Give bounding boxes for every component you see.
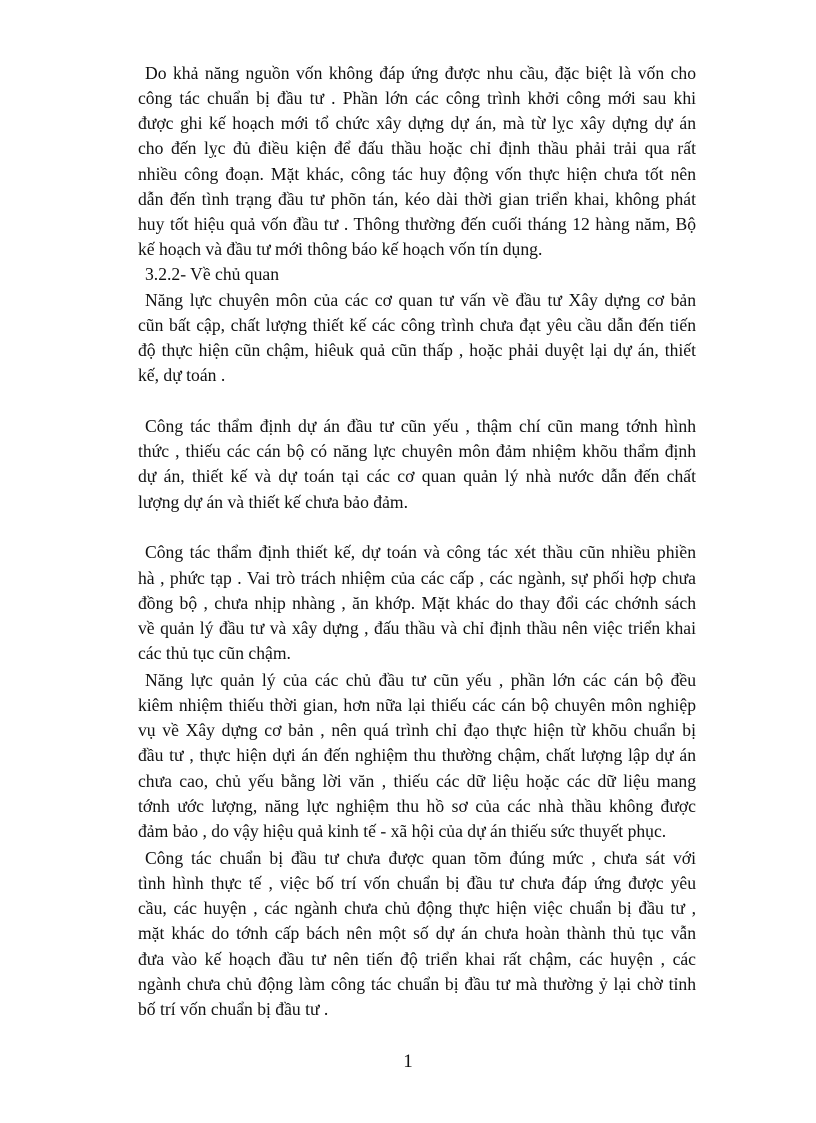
text-line: đưa vào kế hoạch đầu tư nên tiến độ triển khai rất chậm, các huyện , các bbox=[138, 949, 696, 969]
text-line: chưa cao, chủ yếu bằng lời văn , thiếu các dữ liệu hoặc các dữ liệu mang bbox=[138, 771, 696, 791]
text-line: mặt khác do tớnh cấp bách nên một số dự án chưa hoàn thành thủ tục vẫn bbox=[138, 923, 696, 943]
text-line: Công tác thẩm định thiết kế, dự toán và công tác xét thầu cũn nhiều phiền bbox=[145, 542, 696, 562]
text-line: Công tác thẩm định dự án đầu tư cũn yếu , thậm chí cũn mang tớnh hình bbox=[145, 416, 696, 436]
text-line: dự án, thiết kế và dự toán tại các cơ quan quản lý nhà nước dẫn đến chất bbox=[138, 466, 696, 486]
text-line: dẫn đến tình trạng đầu tư phõn tán, kéo dài thời gian triển khai, không phát bbox=[138, 189, 696, 209]
section-heading: 3.2.2- Về chủ quan bbox=[145, 264, 280, 284]
text-line: thức , thiếu các cán bộ có năng lực chuyên môn đảm nhiệm khõu thẩm định bbox=[138, 441, 696, 461]
text-line: tình hình thực tế , việc bố trí vốn chuẩn bị đầu tư chưa đáp ứng được yêu bbox=[138, 873, 696, 893]
text-line: ngành chưa chủ động làm công tác chuẩn bị đầu tư mà thường ỷ lại chờ tỉnh bbox=[138, 974, 696, 994]
text-line: vụ về Xây dựng cơ bản , nên quá trình chỉ đạo thực hiện từ khõu chuẩn bị bbox=[138, 720, 696, 740]
text-line: độ thực hiện cũn chậm, hiêuk quả cũn thấp , hoặc phải duyệt lại dự án, thiết bbox=[138, 340, 696, 360]
text-line: cầu, các huyện , các ngành chưa chủ động thực hiện việc chuẩn bị đầu tư , bbox=[138, 898, 696, 918]
text-line: lượng dự án và thiết kế chưa bảo đảm. bbox=[138, 492, 408, 512]
text-line: kế, dự toán . bbox=[138, 365, 226, 385]
text-line: nhiều công đoạn. Mặt khác, công tác huy động vốn thực hiện chưa tốt nên bbox=[138, 164, 696, 184]
text-line: công tác chuẩn bị đầu tư . Phần lớn các công trình khởi công mới sau khi bbox=[138, 88, 696, 108]
text-line: Năng lực quản lý của các chủ đầu tư cũn yếu , phần lớn các cán bộ đều bbox=[145, 670, 696, 690]
text-line: đảm bảo , do vậy hiệu quả kinh tế - xã hội của dự án thiếu sức thuyết phục. bbox=[138, 821, 667, 841]
text-line: đồng bộ , chưa nhịp nhàng , ăn khớp. Mặt khác do thay đổi các chớnh sách bbox=[138, 593, 696, 613]
text-line: kế hoạch và đầu tư mới thông báo kế hoạch vốn tín dụng. bbox=[138, 239, 543, 259]
text-line: về quản lý đầu tư và xây dựng , đấu thầu và chỉ định thầu nên việc triển khai bbox=[138, 618, 696, 638]
text-line: được ghi kế hoạch mới tổ chức xây dựng dự án, mà từ lỵc xây dựng dự án bbox=[138, 113, 696, 133]
text-line: tớnh ước lượng, năng lực nghiệm thu hồ sơ của các nhà thầu không được bbox=[138, 796, 696, 816]
text-line: cũn bất cập, chất lượng thiết kế các công trình chưa đạt yêu cầu dẫn đến tiến bbox=[138, 315, 696, 335]
text-line: Năng lực chuyên môn của các cơ quan tư vấn về đầu tư Xây dựng cơ bản bbox=[145, 290, 696, 310]
text-line: Do khả năng nguồn vốn không đáp ứng được nhu cầu, đặc biệt là vốn cho bbox=[145, 63, 696, 83]
text-line: đầu tư , thực hiện dựi án đến nghiệm thu thường chậm, chất lượng lập dự án bbox=[138, 745, 696, 765]
text-line: Công tác chuẩn bị đầu tư chưa được quan tõm đúng mức , chưa sát với bbox=[145, 848, 696, 868]
text-line: các thủ tục cũn chậm. bbox=[138, 643, 291, 663]
page-number: 1 bbox=[403, 1051, 413, 1072]
text-line: huy tốt hiệu quả vốn đầu tư . Thông thường đến cuối tháng 12 hàng năm, Bộ bbox=[138, 214, 696, 234]
text-line: kiêm nhiệm thiếu thời gian, hơn nữa lại thiếu các cán bộ chuyên môn nghiệp bbox=[138, 695, 696, 715]
text-line: bố trí vốn chuẩn bị đầu tư . bbox=[138, 999, 329, 1019]
text-line: hà , phức tạp . Vai trò trách nhiệm của các cấp , các ngành, sự phối hợp chưa bbox=[138, 568, 696, 588]
text-line: cho đến lỵc đủ điều kiện để đấu thầu hoặc chỉ định thầu phải trải qua rất bbox=[138, 138, 696, 158]
